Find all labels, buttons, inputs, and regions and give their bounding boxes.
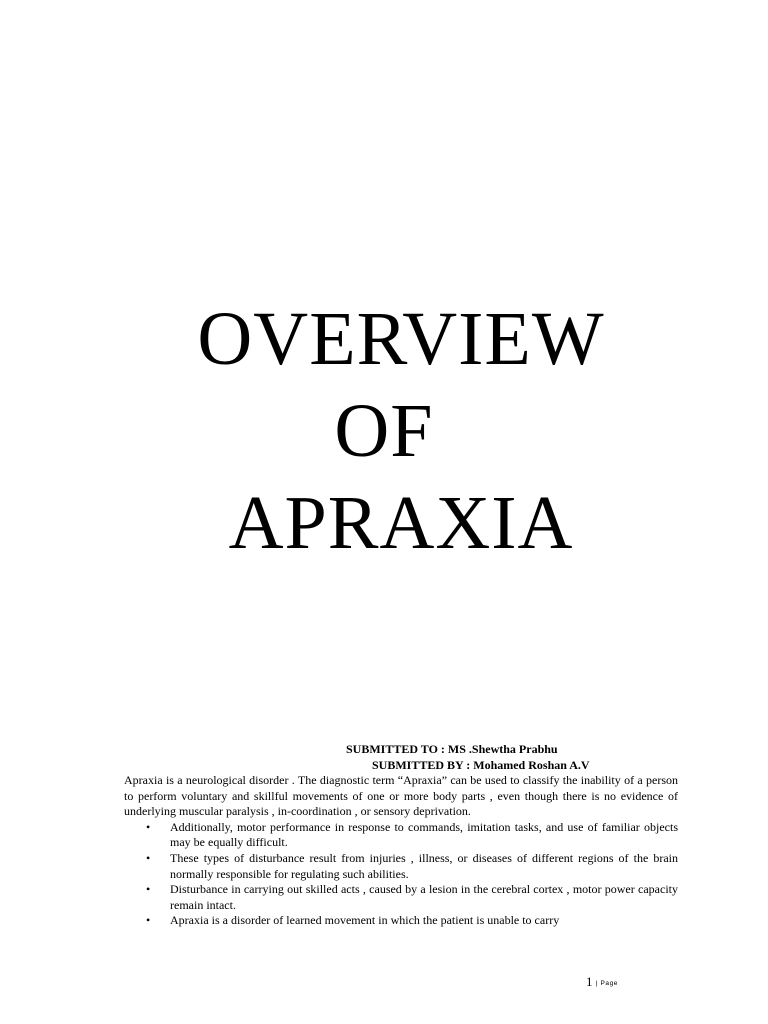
page-label: | Page <box>595 980 619 987</box>
list-item-text: Disturbance in carrying out skilled acts , caused by a lesion in the cerebral cortex , motor power capacity remain intact. <box>170 882 678 912</box>
list-item <box>124 820 678 851</box>
title-line-of: OF <box>334 389 434 473</box>
bullet-icon: • <box>146 850 151 865</box>
title-line-overview: OVERVIEW <box>197 297 605 381</box>
bullet-icon: • <box>146 882 151 897</box>
page-number: 1 <box>586 974 593 989</box>
submitted-to: SUBMITTED TO : MS .Shewtha Prabhu <box>346 742 558 756</box>
list-item <box>124 913 678 929</box>
list-item-text: Additionally, motor performance in response to commands, imitation tasks, and use of familiar objects may be equally difficult. <box>170 819 678 850</box>
title-line-apraxia: APRAXIA <box>228 481 574 565</box>
list-item-text: Apraxia is a disorder of learned movement in which the patient is unable to carry <box>170 913 560 928</box>
bullet-list <box>124 820 678 929</box>
page-footer <box>586 974 618 990</box>
bullet-icon: • <box>146 819 151 834</box>
list-item <box>124 851 678 882</box>
intro-paragraph: Apraxia is a neurological disorder . The diagnostic term “Apraxia” can be used to classify the inability of a person to perform voluntary and skillful movements of one or more body parts , even though there is no evidence of underlying muscular paralysis , in-coordination , or sensory deprivation. <box>124 773 678 819</box>
body-text <box>124 773 678 929</box>
list-item <box>124 882 678 913</box>
document-title <box>0 293 768 569</box>
list-item-text: These types of disturbance result from injuries , illness, or diseases of different regions of the brain normally responsible for regulating such abilities. <box>170 850 678 881</box>
submitted-by: SUBMITTED BY : Mohamed Roshan A.V <box>372 758 590 772</box>
bullet-icon: • <box>146 913 151 928</box>
